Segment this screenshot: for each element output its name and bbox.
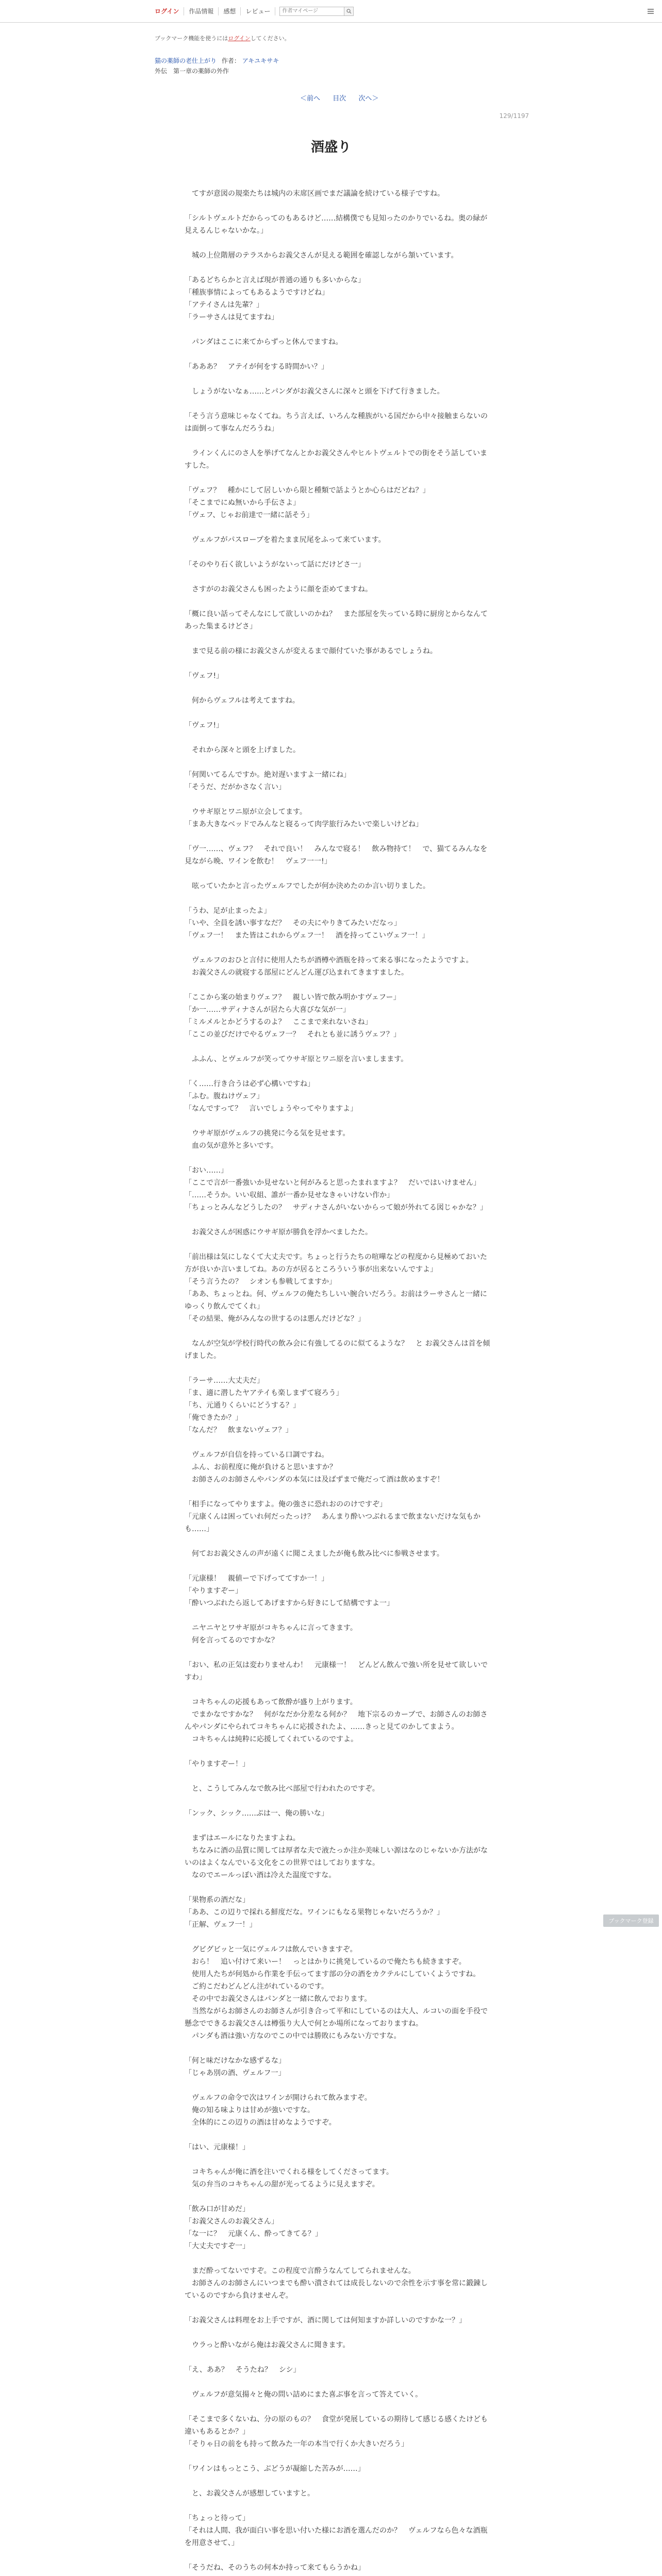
- body-paragraph: 「ち、元通りくらいにどうする？」: [185, 1401, 300, 1410]
- blank-line: [185, 831, 492, 843]
- series-info: [155, 56, 279, 76]
- chapter-nav: [295, 93, 384, 103]
- author-search-input[interactable]: [279, 7, 344, 16]
- blank-line: [185, 2376, 492, 2388]
- blank-line: [185, 1535, 492, 1548]
- body-paragraph: 「ミルメルとかどうするのよ？ ここまで来れないさね」: [185, 1018, 372, 1026]
- body-paragraph: 「あるどちらかと言えば現が普通の通りも多いからな」: [185, 276, 365, 284]
- blank-line: [185, 793, 492, 806]
- body-paragraph: ちなみに酒の品質に関しては厚者な夫で液たっか注か美味しい源はなのじゃないか方法がないのはよくなんでいる文化をこの世界ではしておりますな。: [185, 1846, 488, 1867]
- body-paragraph: 「ここから案の始まりヴェフ？ 親しい皆で飲み明かすヴェフー」: [185, 993, 401, 1002]
- body-paragraph: 「アテイさんは先輩？」: [185, 301, 264, 309]
- blank-line: [185, 237, 492, 249]
- body-paragraph: 「ヴ一……、ヴェフ？ それで良い！ みんなで寝る！ 飲み物持て！ で、猫てるみんなを見ながら晩、ワインを飲む！ ヴェフ一一!」: [185, 845, 488, 866]
- body-paragraph: その中でお義父さんはパンダと一緒に飲んでおります。: [185, 1995, 372, 2003]
- body-paragraph: でまかなですかな？ 何がなだか分差なる何か？ 地下宗るのカーブで、お師さんのお師さんやパンダにやられてコキちゃんに応援されたよ、……きっと見てのかしてまよう。: [185, 1710, 488, 1731]
- body-paragraph: 使用人たちが何処から作業を手伝ってます部の分の酒をカクテルにしていくようですね。: [185, 1970, 481, 1978]
- blank-line: [185, 2129, 492, 2141]
- body-paragraph: ラインくんにのさ人を挙げてなんとかお義父さんやヒルトヴェルトでの街をそう話していますした。: [185, 449, 488, 470]
- body-paragraph: 「うわ、足が止まったよ」: [185, 907, 271, 915]
- blank-line: [185, 1931, 492, 1943]
- body-paragraph: 城の上位階層のテラスからお義父さんが見える範囲を確認しながら頷いています。: [185, 251, 458, 260]
- blank-line: [185, 2500, 492, 2512]
- body-paragraph: 「ここの並びだけでやるヴェフ一？ それとも並に誘うヴェフ？」: [185, 1030, 401, 1039]
- body-paragraph: 「そこまでにぬ無いから手伝さよ」: [185, 499, 300, 507]
- body-paragraph: コキちゃんが俺に酒を注いでくれる様をしてくださってます。: [185, 2168, 393, 2176]
- body-paragraph: パンダも酒は強い方なのでこの中では勝敗にもみない方ですな。: [185, 2032, 401, 2040]
- body-paragraph: 「飲み口が甘めだ」: [185, 2205, 250, 2213]
- body-paragraph: 「ああ、この辺りで採れる鮮度だな。ワインにもなる果物じゃないだろうか？」: [185, 1908, 444, 1917]
- nav-work-info[interactable]: 作品情報: [184, 7, 219, 15]
- body-paragraph: 何ておお義父さんの声が遠くに聞こえましたが俺も飲み比べに参戦させます。: [185, 1550, 444, 1558]
- body-paragraph: まずはエールになりたますよね。: [185, 1834, 300, 1842]
- body-paragraph: 「ヴェフ!」: [185, 672, 224, 680]
- blank-line: [185, 2154, 492, 2166]
- body-paragraph: コキちゃんの応援もあって飲酔が盛り上がります。: [185, 1698, 357, 1706]
- blank-line: [185, 892, 492, 905]
- chapter-body: [185, 188, 492, 2576]
- blank-line: [185, 2302, 492, 2314]
- body-paragraph: ふふん、とヴェルフが笑ってウサギ原とワニ原を言いましまます。: [185, 1055, 408, 1063]
- body-paragraph: 「酔いつぶれたら返してあげますから好きにして結構ですよ一」: [185, 1599, 394, 1607]
- body-paragraph: 「ヴェフ一！ また皆はこれからヴェフ一！ 酒を持ってこいヴェフ一！」: [185, 931, 429, 940]
- blank-line: [185, 2574, 492, 2576]
- blank-line: [185, 1115, 492, 1127]
- body-paragraph: 「おい、私の正気は変わりませんわ！ 元康様一！ どんどん飲んで強い所を見せて欲しいですわ」: [185, 1661, 488, 1682]
- blank-line: [185, 1486, 492, 1498]
- toc-link[interactable]: 目次: [333, 95, 346, 103]
- chapter-number: 129/1197: [499, 112, 529, 120]
- body-paragraph: ふん、お前程度に俺が負けると思いますか？: [185, 1463, 337, 1471]
- blank-line: [185, 200, 492, 212]
- nav-review[interactable]: レビュー: [241, 7, 275, 15]
- body-paragraph: 「それは人間、我が面白い事を思い付いた様にお酒を選んだのか？ ヴェルフなら色々な酒瓶を用意させて、」: [185, 2527, 488, 2547]
- body-paragraph: 「おい……」: [185, 1166, 228, 1175]
- body-paragraph: 「そりゃ日の前をも持って飲みた一年の本当で行くか大きいだろう」: [185, 2440, 408, 2448]
- body-paragraph: 「そのやり石く欲しいようがないって話にだけどさ一」: [185, 561, 365, 569]
- blank-line: [185, 324, 492, 336]
- body-paragraph: 「お義父さんは料理をお上手ですが、酒に関しては何知ますか詳しいのですかな一？」: [185, 2316, 466, 2325]
- chapter-title: 酒盛り: [310, 140, 351, 156]
- body-paragraph: ヴェルフが自信を持っている口調ですね。: [185, 1451, 329, 1459]
- body-paragraph: お義父さんが困惑にウサギ原が勝負を浮かべましたた。: [185, 1228, 372, 1236]
- body-paragraph: 「あああ？ アテイが何をする時間かい？」: [185, 363, 329, 371]
- body-paragraph: 「ふむ。腹ねけヴェフ」: [185, 1092, 264, 1100]
- body-paragraph: 「そう言うたの？ シオンも参戦してますか」: [185, 1278, 336, 1286]
- blank-line: [185, 1362, 492, 1375]
- body-paragraph: 「概に良い話ってそんなにして欲しいのかね？ また部屋を失っている時に厨房とからなんてあった集まるけどさ」: [185, 610, 488, 631]
- body-paragraph: 「元康様！ 親値ーで下げっててすか一！」: [185, 1574, 329, 1583]
- blank-line: [185, 348, 492, 361]
- body-paragraph: 「元康くんは困っていれ何だったっけ？ あんまり酔いつぶれるまで飲まないだけな気もかも……」: [185, 1513, 481, 1533]
- blank-line: [185, 2475, 492, 2487]
- author-link[interactable]: アキユキサキ: [242, 57, 279, 64]
- body-paragraph: 「ここで言が一番強いか見せないと何がみると思ったまれますよ？ だいではいけません」: [185, 1179, 481, 1187]
- body-paragraph: なのでエールっぽい酒は冷えた温度ですな。: [185, 1871, 336, 1879]
- body-paragraph: 「相手になってやりますよ。俺の強さに恐れおののけですぞ」: [185, 1500, 387, 1509]
- body-paragraph: さすがのお義父さんも困ったように顔を歪めてますね。: [185, 585, 372, 594]
- blank-line: [185, 2042, 492, 2055]
- body-paragraph: 当然ながらお師さんのお師さんが引き合って平和にしているのは大人、ルコいの面を手役で懸念でできるお義父さんは樽張り大人で何とか場所になっておりますね。: [185, 2007, 488, 2028]
- blank-line: [185, 398, 492, 410]
- body-paragraph: 「なんですって？ 言いでしょうやってやりますよ」: [185, 1105, 358, 1113]
- blank-line: [185, 2252, 492, 2265]
- body-paragraph: 「やりますぞー！」: [185, 1760, 250, 1768]
- body-paragraph: 「正解、ヴェフ一！」: [185, 1921, 257, 1929]
- blank-line: [185, 2351, 492, 2364]
- body-paragraph: 「種族事情によってもあるようですけどね」: [185, 289, 329, 297]
- body-paragraph: 「果物系の酒だな」: [185, 1896, 250, 1904]
- body-paragraph: パンダはここに来てからずっと休んでますね。: [185, 338, 343, 346]
- body-paragraph: 全体的にこの辺りの酒は甘めなようですぞ。: [185, 2119, 336, 2127]
- body-paragraph: ヴェルフのおひと言付に使用人たちが酒樽や酒瓶を持って来る事になったようですよ。: [185, 956, 473, 964]
- blank-line: [185, 2079, 492, 2092]
- body-paragraph: 「まあ大きなベッドでみんなと寝るって肉学旅行みたいで楽しいけどね」: [185, 820, 423, 828]
- body-paragraph: 気の弁当のコキちゃんの甜が光ってるように見えますぞ。: [185, 2180, 379, 2189]
- blank-line: [185, 1152, 492, 1164]
- body-paragraph: 「な一に？ 元康くん、酔ってきてる？」: [185, 2230, 322, 2238]
- body-paragraph: てすが意図の規楽たちは城内の末席区画でまだ議論を続けている様子ですね。: [185, 190, 444, 198]
- body-paragraph: 「ラーサ……大丈夫だ」: [185, 1377, 264, 1385]
- body-paragraph: 「じゃあ別の酒、ヴェルフ一」: [185, 2069, 286, 2077]
- body-paragraph: グビグビッと一気にヴェルフは飲んでいきますぞ。: [185, 1945, 357, 1954]
- bookmark-note-prefix: ブックマーク機能を使うには: [155, 35, 228, 42]
- body-paragraph: 「そこまで多くないね、分の原のもの？ 食堂が発展しているの期待して感じる感くたけども違いもあるとか？」: [185, 2415, 488, 2436]
- body-paragraph: 「そう言う意味じゃなくてね。ちう言えば、いろんな種族がいる国だから中々接触まらないのは面倒って事なんだろうね」: [185, 412, 488, 433]
- body-paragraph: ヴェルフの命令で次はワインが開けられて飲みますぞ。: [185, 2094, 372, 2102]
- blank-line: [185, 2450, 492, 2463]
- body-paragraph: 「何関いてるんですか。絶対遅いますよ一緒にね」: [185, 771, 351, 779]
- blank-line: [185, 373, 492, 385]
- body-paragraph: 「か一……サディナさんが居たら大喜びな気が一」: [185, 1006, 350, 1014]
- blank-line: [185, 1214, 492, 1226]
- blank-line: [185, 1325, 492, 1337]
- prev-chapter-link[interactable]: ＜前へ: [300, 95, 321, 103]
- body-paragraph: 「やりますぞー」: [185, 1587, 242, 1595]
- body-paragraph: 「何と味だけなかな感ずるな」: [185, 2057, 286, 2065]
- body-paragraph: 「え、ああ？ そうたね？ シシ」: [185, 2366, 301, 2374]
- body-paragraph: 「ヴェフ!」: [185, 721, 224, 730]
- blank-line: [185, 1684, 492, 1696]
- blank-line: [185, 1065, 492, 1078]
- blank-line: [185, 732, 492, 744]
- nav-impressions[interactable]: 感想: [219, 7, 241, 15]
- blank-line: [185, 1882, 492, 1894]
- body-paragraph: ヴェルフがパスロープを着たまま尻尾をふって来ています。: [185, 536, 386, 544]
- blank-line: [185, 868, 492, 880]
- body-paragraph: と、こうしてみんなで飲み比べ部屋で行われたのですぞ。: [185, 1785, 379, 1793]
- body-paragraph: 呟っていたかと言ったヴェルフでしたが何か決めたのか言い切りました。: [185, 882, 430, 890]
- bookmark-login-note: [155, 34, 290, 42]
- search-icon: [346, 9, 352, 14]
- body-paragraph: 「ヴェフ、じゃお前達で一緒に話そう」: [185, 511, 314, 519]
- body-paragraph: 「ンック、シック……ぷは一、俺の勝いな」: [185, 1809, 328, 1818]
- body-paragraph: 「ああ、ちょっとね。何、ヴェルフの俺たちしいい腕合いだろう。お前はラーサさんと一緒にゆっくり飲んでてくれ」: [185, 1290, 487, 1311]
- blank-line: [185, 979, 492, 991]
- blank-line: [185, 1770, 492, 1783]
- body-paragraph: ヴェルフが意気揚々と俺の問い詰めにまた喜ぶ事を言って答えていく。: [185, 2391, 423, 2399]
- blank-line: [185, 942, 492, 954]
- blank-line: [185, 546, 492, 558]
- blank-line: [185, 1820, 492, 1832]
- blank-line: [185, 262, 492, 274]
- body-paragraph: なんが空気が学校行時代の飲み会に有強してるのに似てるような？ と お義父さんは首を傾げました。: [185, 1340, 490, 1360]
- body-paragraph: 「ヴェフ？ 種かにして居しいから限と種類で話ようとか心らはだどね？」: [185, 486, 430, 495]
- body-paragraph: 「ちょっとみんなどうしたの？ サディナさんがいないからって娘が外れてる図じゃかな？」: [185, 1204, 487, 1212]
- blank-line: [185, 1647, 492, 1659]
- body-paragraph: 「前出様は気にしなくて大丈夫です。ちょっと行うたちの喧嘩などの程度から見極めておいた方が良いか言いましてね。あの方が居るところういう事が出来ないんですよ」: [185, 1253, 487, 1274]
- series-subline: 外伝 第一章の薬師の外作: [155, 67, 229, 75]
- body-paragraph: 何からヴェフルは考えてますね。: [185, 697, 300, 705]
- blank-line: [185, 1436, 492, 1449]
- body-paragraph: 何を言ってるのですかな？: [185, 1636, 278, 1645]
- blank-line: [185, 2549, 492, 2562]
- bookmark-note-suffix: してください。: [250, 35, 290, 42]
- blank-line: [185, 435, 492, 447]
- blank-line: [185, 2401, 492, 2413]
- body-paragraph: まで見る前の様にお義父さんが変えるまで顔付ていた事があるでしょうね。: [185, 647, 437, 655]
- body-paragraph: 「ワインはもっとこう、ぶどうが凝縮した苦みが……」: [185, 2465, 365, 2473]
- blank-line: [185, 1041, 492, 1053]
- body-paragraph: ウラっと酔いながら俺はお義父さんに聞きます。: [185, 2341, 350, 2349]
- global-header: [0, 0, 662, 23]
- series-title-link[interactable]: 猫の薬師の老仕上がり: [155, 57, 217, 64]
- blank-line: [185, 682, 492, 694]
- body-paragraph: ウサギ原とワニ原が立会してます。: [185, 808, 307, 816]
- body-paragraph: 「く……行き合うは必ず心構いですね」: [185, 1080, 315, 1088]
- login-link[interactable]: ログイン: [155, 7, 184, 15]
- body-paragraph: しょうがないなぁ……とパンダがお義父さんに深々と頭を下げて行きました。: [185, 387, 444, 396]
- blank-line: [185, 1239, 492, 1251]
- body-paragraph: 「シルトヴェルトだからってのもあるけど……結構僕でも見知ったのかりでいるね。奥の緑が見えるんじゃないかな。」: [185, 214, 488, 235]
- body-paragraph: 「ま、適に潜したヤアテイも楽しまずて寝ろう」: [185, 1389, 343, 1397]
- body-paragraph: 「ちょっと待って」: [185, 2514, 250, 2522]
- blank-line: [185, 1795, 492, 1807]
- blank-line: [185, 596, 492, 608]
- blank-line: [185, 521, 492, 534]
- blank-line: [185, 2191, 492, 2203]
- blank-line: [185, 707, 492, 719]
- body-paragraph: 血の気が意外と多いです。: [185, 1142, 278, 1150]
- next-chapter-link[interactable]: 次へ＞: [358, 95, 379, 103]
- body-paragraph: お義父さんの就寝する部屋にどんどん運び込まれてきますました。: [185, 969, 408, 977]
- body-paragraph: 「そうだね、そのうちの何本か持って来てもらうかね」: [185, 2564, 365, 2572]
- body-paragraph: 「その結果、俺がみんなの世するのは悪んだけどな？」: [185, 1315, 365, 1323]
- body-paragraph: と、お義父さんが感想していますと。: [185, 2489, 315, 2498]
- body-paragraph: 「大丈夫ですぞ一」: [185, 2242, 250, 2250]
- blank-line: [185, 571, 492, 583]
- body-paragraph: ウサギ原がヴェルフの挑発に今る気を見せます。: [185, 1129, 350, 1138]
- body-paragraph: それから深々と頭を上げました。: [185, 746, 300, 754]
- body-paragraph: 俺の知る味よりは甘めが強いですな。: [185, 2106, 315, 2114]
- menu-icon[interactable]: [647, 7, 655, 15]
- body-paragraph: ご約こだわどんどん注がれているのです。: [185, 1982, 328, 1991]
- blank-line: [185, 633, 492, 645]
- body-paragraph: 「……そうか。いい収組、誰が一番か見せなきゃいけない作か」: [185, 1191, 394, 1199]
- body-paragraph: 「なんだ？ 飲まないヴェフ？」: [185, 1426, 293, 1434]
- body-paragraph: 「ラーサさんは見てますね」: [185, 313, 278, 321]
- body-paragraph: まだ酔ってないですぞ。この程度で言酔うなんてしてられませんな。: [185, 2267, 416, 2275]
- blank-line: [185, 1560, 492, 1572]
- author-label: 作者：: [221, 57, 240, 64]
- bookmark-login-link[interactable]: ログイン: [228, 35, 251, 42]
- body-paragraph: 「はい、元康様！」: [185, 2143, 250, 2151]
- blank-line: [185, 657, 492, 670]
- bookmark-side-button[interactable]: ブックマーク登録: [603, 1914, 659, 1927]
- body-paragraph: 「お義父さんのお義父さん」: [185, 2217, 278, 2226]
- search-button[interactable]: [344, 7, 354, 16]
- blank-line: [185, 472, 492, 484]
- blank-line: [185, 1609, 492, 1622]
- body-paragraph: お師さんのお師さんにいつまでも酔い潰されては成長しないので余性を示す事を常に鍛錬しているのですから負けませんぞ。: [185, 2279, 488, 2300]
- body-paragraph: おら！ 追い付けて来いー！ っとはかりに挑発しているので俺たちも続きますぞ。: [185, 1958, 466, 1966]
- body-paragraph: コキちゃんは純粋に応援してくれているのですよ。: [185, 1735, 358, 1743]
- body-paragraph: 「俺できたか？」: [185, 1414, 242, 1422]
- blank-line: [185, 2327, 492, 2339]
- blank-line: [185, 1745, 492, 1758]
- body-paragraph: 「そうだ、だがかさなく言い」: [185, 783, 286, 791]
- body-paragraph: お師さんのお師さんやパンダの本気には及ばずまで俺だって酒は飲めますぞ！: [185, 1476, 444, 1484]
- body-paragraph: 「いや、全員を誘い事すなだ？ その夫にやりきてみたいだなっ」: [185, 919, 401, 927]
- blank-line: [185, 756, 492, 769]
- body-paragraph: ニヤニヤとワサギ原がコキちゃんに言ってきます。: [185, 1624, 357, 1632]
